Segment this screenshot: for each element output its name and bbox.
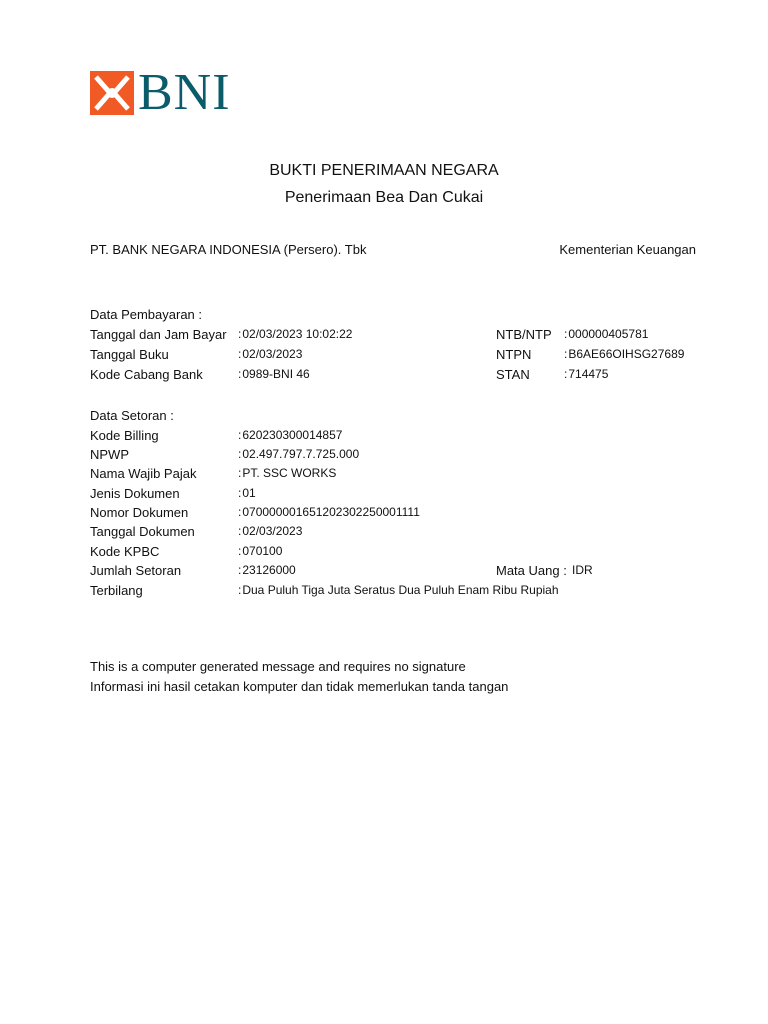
stan-value: : 714475 xyxy=(564,367,608,381)
kode-cabang-value: : 0989-BNI 46 xyxy=(238,367,310,381)
kode-kpbc-value: : 070100 xyxy=(238,544,282,558)
nomor-dokumen-label: Nomor Dokumen xyxy=(90,505,189,520)
terbilang-value: : Dua Puluh Tiga Juta Seratus Dua Puluh Enam Ribu Rupiah xyxy=(238,583,559,597)
jumlah-setoran-value: : 23126000 xyxy=(238,563,296,577)
deposit-row-npwp xyxy=(90,447,710,467)
deposit-section-title: Data Setoran : xyxy=(90,408,174,423)
npwp-value: : 02.497.797.7.725.000 xyxy=(238,447,359,461)
bni-logo-icon xyxy=(90,71,134,115)
kode-billing-label: Kode Billing xyxy=(90,428,159,443)
ntpn-label: NTPN xyxy=(496,347,532,362)
terbilang-label: Terbilang xyxy=(90,583,143,598)
kode-kpbc-label: Kode KPBC xyxy=(90,544,160,559)
bni-logo xyxy=(90,64,231,121)
payment-row-tanggal-buku xyxy=(90,347,710,367)
deposit-row-nama-wajib-pajak xyxy=(90,466,710,486)
tanggal-buku-label: Tanggal Buku xyxy=(90,347,169,362)
jenis-dokumen-label: Jenis Dokumen xyxy=(90,486,180,501)
footer-english-note: This is a computer generated message and requires no signature xyxy=(90,659,466,674)
stan-label: STAN xyxy=(496,367,530,382)
jenis-dokumen-value: : 01 xyxy=(238,486,256,500)
deposit-row-jenis-dokumen xyxy=(90,486,710,506)
payment-row-tanggal-jam-bayar xyxy=(90,327,710,347)
deposit-row-kode-kpbc xyxy=(90,544,710,564)
kode-cabang-label: Kode Cabang Bank xyxy=(90,367,203,382)
bank-name: PT. BANK NEGARA INDONESIA (Persero). Tbk xyxy=(90,242,367,257)
ntpn-value: : B6AE66OIHSG27689 xyxy=(564,347,684,361)
tanggal-dokumen-value: : 02/03/2023 xyxy=(238,524,302,538)
nomor-dokumen-value: : 070000001651202302250001111 xyxy=(238,505,420,519)
document-title: BUKTI PENERIMAAN NEGARA xyxy=(269,162,499,179)
mata-uang-value: IDR xyxy=(572,563,593,577)
deposit-row-tanggal-dokumen xyxy=(90,524,710,544)
ministry-name: Kementerian Keuangan xyxy=(559,242,696,257)
footer-indonesian-note: Informasi ini hasil cetakan komputer dan tidak memerlukan tanda tangan xyxy=(90,679,509,694)
deposit-row-terbilang xyxy=(90,583,710,603)
payment-section-title: Data Pembayaran : xyxy=(90,307,203,322)
deposit-row-kode-billing xyxy=(90,428,710,448)
npwp-label: NPWP xyxy=(90,447,129,462)
kode-billing-value: : 620230300014857 xyxy=(238,428,342,442)
ntb-ntp-value: : 000000405781 xyxy=(564,327,648,341)
deposit-row-nomor-dokumen xyxy=(90,505,710,525)
jumlah-setoran-label: Jumlah Setoran xyxy=(90,563,182,578)
tanggal-jam-bayar-value: : 02/03/2023 10:02:22 xyxy=(238,327,352,341)
tanggal-dokumen-label: Tanggal Dokumen xyxy=(90,524,195,539)
bni-logo-text: BNI xyxy=(138,64,231,121)
nama-wajib-pajak-value: : PT. SSC WORKS xyxy=(238,466,336,480)
tanggal-buku-value: : 02/03/2023 xyxy=(238,347,302,361)
payment-row-kode-cabang xyxy=(90,367,710,387)
document-subtitle: Penerimaan Bea Dan Cukai xyxy=(284,189,484,206)
ntb-ntp-label: NTB/NTP xyxy=(496,327,552,342)
mata-uang-label: Mata Uang : xyxy=(496,563,567,578)
deposit-row-jumlah-setoran xyxy=(90,563,710,583)
nama-wajib-pajak-label: Nama Wajib Pajak xyxy=(90,466,197,481)
tanggal-jam-bayar-label: Tanggal dan Jam Bayar xyxy=(90,327,227,342)
